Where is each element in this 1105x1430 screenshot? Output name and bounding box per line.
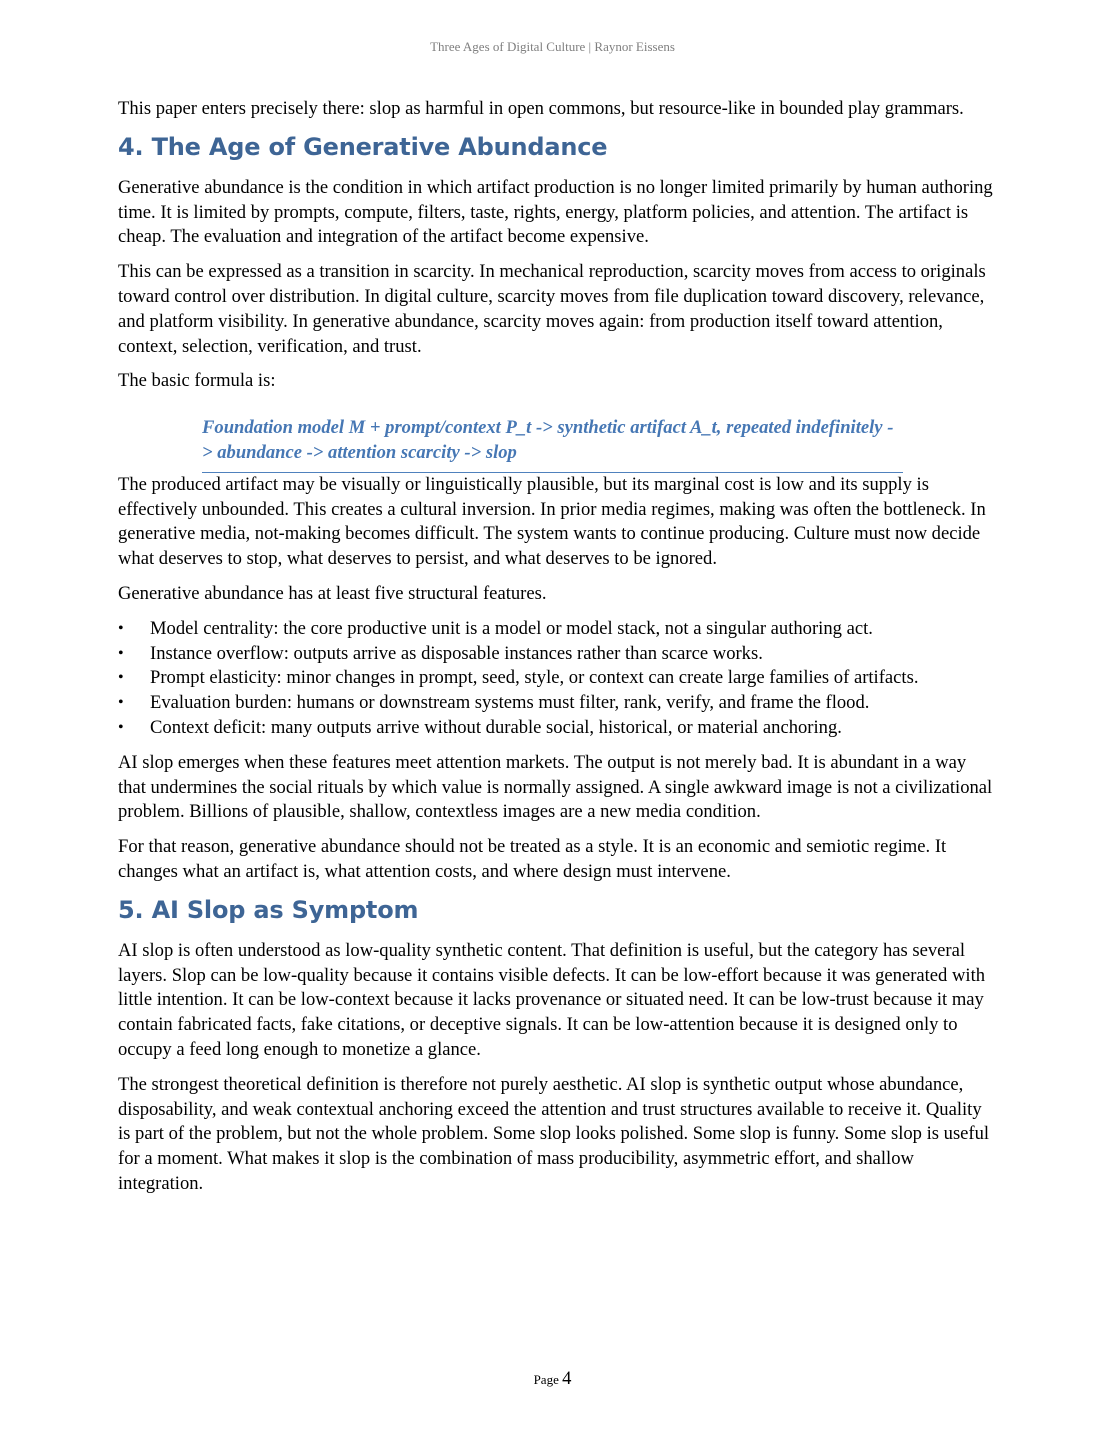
list-item [118, 642, 993, 667]
running-header: Three Ages of Digital Culture | Raynor Eissens [430, 39, 675, 54]
page-content [118, 97, 993, 1207]
bullet-icon: • [118, 619, 124, 637]
section-4-paragraph-6: AI slop emerges when these features meet attention markets. The output is not merely bad. It is abundant in a way that undermines the social rituals by which value is normally assigned. A single awkward image is not a civilizational problem. Billions of plausible, shallow, contextless images are a new media condition. [118, 751, 993, 823]
bullet-icon: • [118, 694, 124, 712]
list-item-text: Context deficit: many outputs arrive without durable social, historical, or material anchoring. [150, 716, 842, 738]
list-item [118, 617, 993, 642]
section-5-paragraph-2: The strongest theoretical definition is therefore not purely aesthetic. AI slop is synthetic output whose abundance, disposability, and weak contextual anchoring exceed the attention and trust structures available to receive it. Quality is part of the problem, but not the whole problem. Some slop looks polished. Some slop is funny. Some slop is useful for a moment. What makes it slop is the combination of mass producibility, asymmetric effort, and shallow integration. [118, 1073, 990, 1194]
section-4-paragraph-1: Generative abundance is the condition in which artifact production is no longer limited primarily by human authoring time. It is limited by prompts, compute, filters, taste, rights, energy, platform policies, and attention. The artifact is cheap. The evaluation and integration of the artifact become expensive. [118, 176, 993, 248]
bullet-icon: • [118, 669, 124, 687]
section-5-paragraph-1: AI slop is often understood as low-quality synthetic content. That definition is useful, but the category has several layers. Slop can be low-quality because it contains visible defects. It can be low-effort because it was generated with little intention. It can be low-context because it lacks provenance or situated need. It can be low-trust because it may contain fabricated facts, fake citations, or deceptive signals. It can be low-attention because it is designed only to occupy a feed long enough to monetize a glance. [118, 939, 986, 1060]
list-item-text: Prompt elasticity: minor changes in prompt, seed, style, or context can create large families of artifacts. [150, 667, 919, 689]
section-5-heading: 5. AI Slop as Symptom [118, 895, 419, 924]
bullet-icon: • [118, 644, 124, 662]
list-item [118, 691, 993, 716]
section-4-paragraph-5: Generative abundance has at least five structural features. [118, 582, 547, 604]
intro-paragraph: This paper enters precisely there: slop as harmful in open commons, but resource-like in bounded play grammars. [118, 98, 964, 119]
page-footer [0, 1368, 1105, 1390]
list-item [118, 716, 993, 741]
section-4-paragraph-3: The basic formula is: [118, 370, 276, 392]
section-4-paragraph-2: This can be expressed as a transition in scarcity. In mechanical reproduction, scarcity moves from access to originals toward control over distribution. In digital culture, scarcity moves from file duplication toward discovery, relevance, and platform visibility. In generative abundance, scarcity moves again: from production itself toward attention, context, selection, verification, and trust. [118, 261, 986, 357]
formula-quote: Foundation model M + prompt/context P_t -> synthetic artifact A_t, repeated indefinitely -> abundance -> attention scarcity -> slop [202, 416, 903, 473]
list-item [118, 666, 993, 691]
page-label: Page [533, 1372, 559, 1387]
page-number: 4 [562, 1368, 572, 1389]
list-item-text: Instance overflow: outputs arrive as disposable instances rather than scarce works. [150, 642, 763, 664]
features-list [118, 617, 993, 741]
section-4-paragraph-7: For that reason, generative abundance should not be treated as a style. It is an economic and semiotic regime. It changes what an artifact is, what attention costs, and where design must intervene. [118, 836, 947, 882]
list-item-text: Model centrality: the core productive unit is a model or model stack, not a singular authoring act. [150, 617, 873, 639]
section-4-heading: 4. The Age of Generative Abundance [118, 132, 608, 161]
section-4-paragraph-4: The produced artifact may be visually or linguistically plausible, but its marginal cost is low and its supply is effectively unbounded. This creates a cultural inversion. In prior media regimes, making was often the bottleneck. In generative media, not-making becomes difficult. The system wants to continue producing. Culture must now decide what deserves to stop, what deserves to persist, and what deserves to be ignored. [118, 473, 986, 570]
list-item-text: Evaluation burden: humans or downstream systems must filter, rank, verify, and frame the flood. [150, 692, 870, 714]
bullet-icon: • [118, 718, 124, 736]
